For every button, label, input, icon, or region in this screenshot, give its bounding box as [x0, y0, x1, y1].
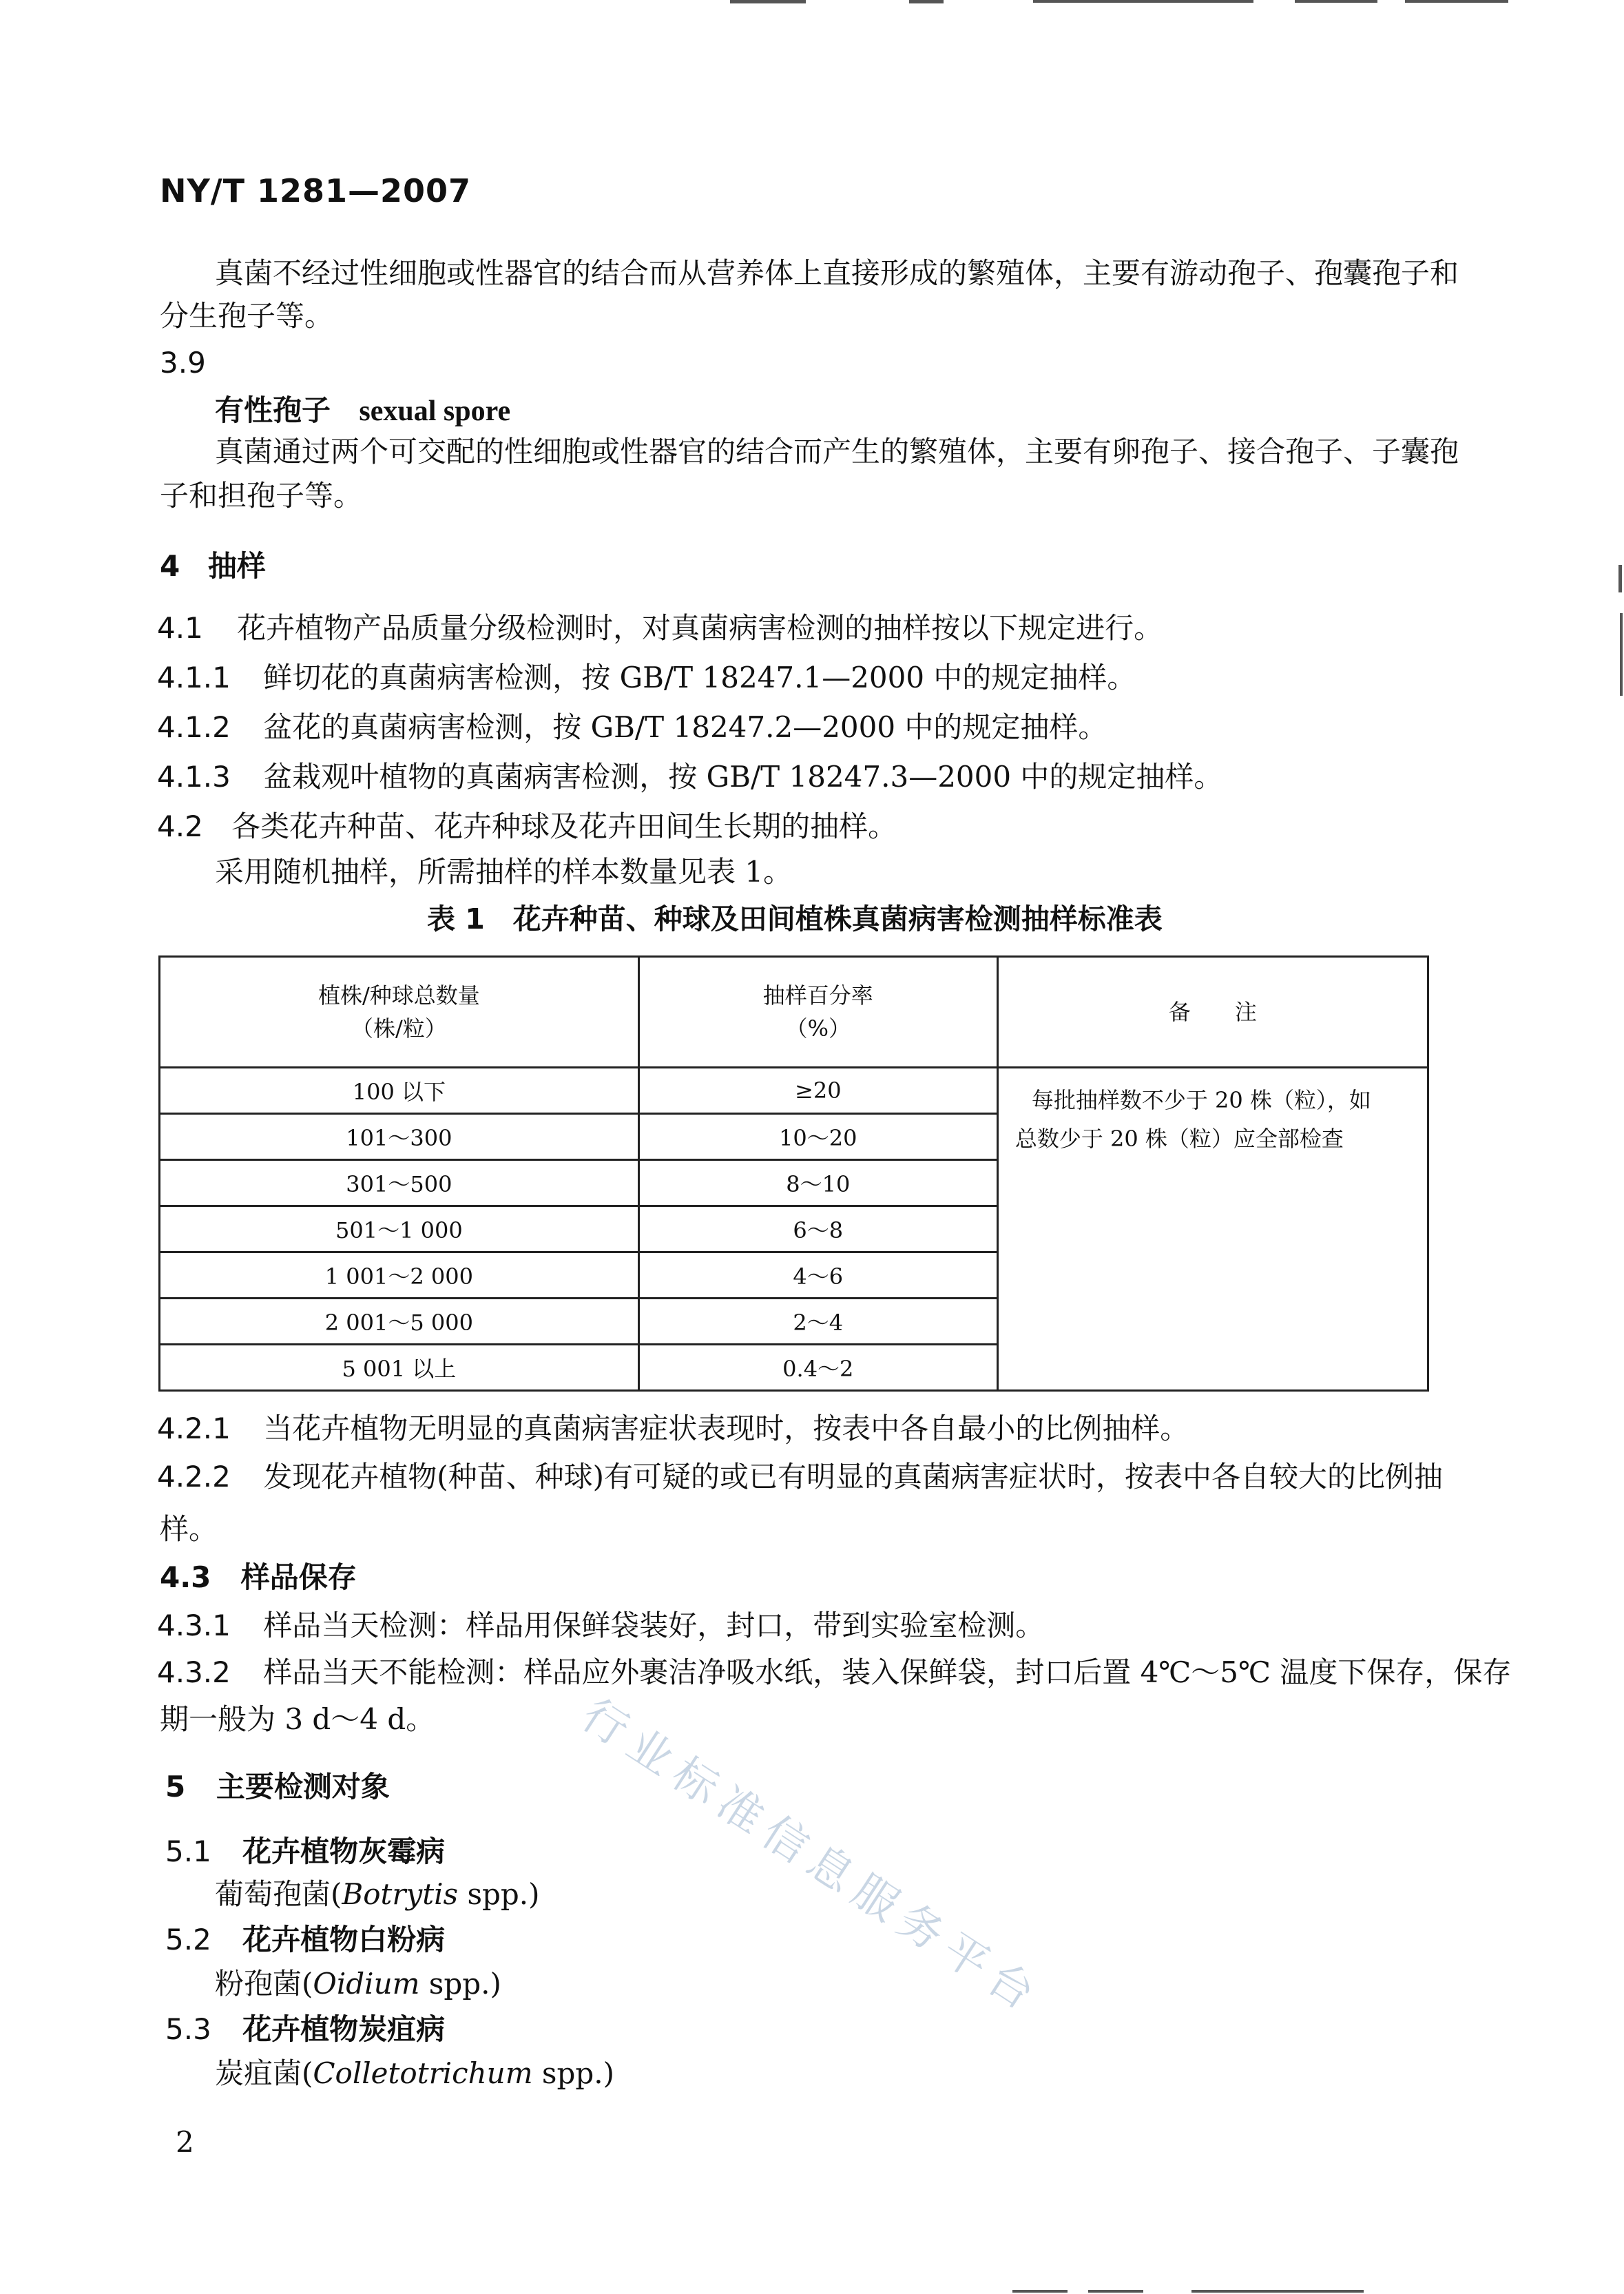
section-4-title: 抽样	[207, 549, 266, 583]
cell-count: 5 001 以上	[160, 1345, 639, 1391]
scan-mark	[1012, 2290, 1068, 2293]
clause-4-2-subtext: 采用随机抽样，所需抽样的样本数量见表 1。	[215, 855, 793, 889]
clause-number: 4.3	[160, 1560, 211, 1594]
clause-text: 样品当天不能检测：样品应外裹洁净吸水纸，装入保鲜袋，封口后置 4℃～5℃ 温度下保存，保存	[263, 1655, 1512, 1689]
header-total-quantity-line1: 植株/种球总数量	[317, 982, 480, 1009]
standard-code-header: NY/T 1281—2007	[160, 172, 472, 209]
header-remarks: 备 注	[997, 957, 1428, 1068]
scan-mark	[1618, 565, 1622, 592]
clause-4-3-2	[157, 1651, 1511, 1695]
term-cn: 有性孢子	[215, 393, 331, 427]
section-5-heading	[165, 1765, 390, 1809]
table-caption: 表 1 花卉种苗、种球及田间植株真菌病害检测抽样标准表	[427, 902, 1163, 936]
clause-number: 4.3.2	[157, 1655, 231, 1689]
header-sampling-rate	[638, 957, 997, 1068]
pathogen-cn: 炭疽菌(	[215, 2056, 313, 2090]
scan-mark	[1191, 2290, 1364, 2293]
cell-rate: 4～6	[638, 1252, 997, 1299]
clause-text: 样品当天检测：样品用保鲜袋装好，封口，带到实验室检测。	[263, 1609, 1045, 1642]
cell-rate: 8～10	[638, 1160, 997, 1206]
clause-text: 鲜切花的真菌病害检测，按 GB/T 18247.1—2000 中的规定抽样。	[263, 661, 1136, 694]
clause-text: 花卉植物产品质量分级检测时，对真菌病害检测的抽样按以下规定进行。	[237, 611, 1163, 645]
clause-4-3-2-continued: 期一般为 3 d～4 d。	[160, 1702, 435, 1736]
header-sampling-rate-line1: 抽样百分率	[762, 982, 873, 1009]
clause-5-3	[165, 2007, 445, 2052]
clause-number: 5.2	[165, 1923, 211, 1956]
pathogen-suffix: spp.)	[532, 2056, 614, 2090]
clause-number: 5.3	[165, 2012, 211, 2046]
cell-count: 101～300	[160, 1114, 639, 1160]
clause-title: 花卉植物炭疽病	[242, 2012, 446, 2046]
clause-text: 当花卉植物无明显的真菌病害症状表现时，按表中各自最小的比例抽样。	[263, 1412, 1189, 1445]
clause-4-3	[160, 1556, 357, 1600]
header-total-quantity-line2: （株/粒）	[351, 1015, 447, 1042]
scan-mark	[909, 0, 944, 3]
scan-mark	[730, 0, 806, 3]
scan-mark	[1295, 0, 1377, 3]
clause-title: 花卉植物白粉病	[242, 1923, 446, 1956]
clause-number: 4.1.3	[157, 760, 231, 794]
pathogen-suffix: spp.)	[419, 1967, 501, 2001]
pathogen-genus: Colletotrichum	[313, 2056, 533, 2090]
pathogen-botrytis	[215, 1872, 540, 1916]
cell-rate: 10～20	[638, 1114, 997, 1160]
clause-number: 4.1	[157, 611, 203, 645]
clause-number: 4.1.2	[157, 710, 231, 744]
clause-4-2	[157, 805, 897, 849]
cell-rate: 0.4～2	[638, 1345, 997, 1391]
scan-mark	[1088, 2290, 1143, 2293]
clause-4-2-2-continued: 样。	[160, 1512, 218, 1546]
clause-4-1-3	[157, 755, 1222, 799]
clause-5-1	[165, 1830, 445, 1874]
pathogen-cn: 粉孢菌(	[215, 1967, 313, 2001]
clause-text: 各类花卉种苗、花卉种球及花卉田间生长期的抽样。	[231, 809, 897, 843]
clause-4-2-2	[157, 1455, 1443, 1499]
header-total-quantity	[160, 957, 639, 1068]
clause-number: 5.1	[165, 1835, 211, 1868]
sampling-standard-table	[158, 955, 1429, 1392]
clause-text: 盆栽观叶植物的真菌病害检测，按 GB/T 18247.3—2000 中的规定抽样。	[263, 760, 1223, 794]
clause-4-1-1	[157, 656, 1136, 700]
paragraph-3-8-line1: 真菌不经过性细胞或性器官的结合而从营养体上直接形成的繁殖体，主要有游动孢子、孢囊孢子和	[215, 256, 1459, 290]
scan-mark	[1033, 0, 1253, 3]
clause-number: 4.1.1	[157, 661, 231, 694]
pathogen-genus: Botrytis	[342, 1877, 459, 1911]
paragraph-3-9-line1: 真菌通过两个可交配的性细胞或性器官的结合而产生的繁殖体，主要有卵孢子、接合孢子、子囊孢	[215, 435, 1459, 468]
term-en: sexual spore	[359, 395, 511, 427]
section-5-title: 主要检测对象	[216, 1770, 390, 1804]
clause-4-1-2	[157, 705, 1107, 750]
clause-5-2	[165, 1918, 445, 1962]
pathogen-colletotrichum	[215, 2052, 614, 2096]
section-4-heading	[160, 544, 266, 588]
clause-text: 盆花的真菌病害检测，按 GB/T 18247.2—2000 中的规定抽样。	[263, 710, 1107, 744]
clause-title: 花卉植物灰霉病	[242, 1835, 446, 1868]
cell-count: 100 以下	[160, 1068, 639, 1114]
cell-rate: 2～4	[638, 1299, 997, 1345]
page-number: 2	[176, 2125, 194, 2159]
watermark: 行业标准信息服务平台	[572, 1689, 1051, 2025]
scan-mark	[1620, 613, 1623, 696]
cell-rate: 6～8	[638, 1206, 997, 1252]
clause-number: 4.2	[157, 809, 203, 843]
clause-title: 样品保存	[240, 1560, 357, 1594]
section-3-9-term	[215, 389, 510, 433]
clause-number: 4.2.2	[157, 1460, 231, 1494]
clause-number: 4.2.1	[157, 1412, 231, 1445]
paragraph-3-9-line2: 子和担孢子等。	[160, 479, 363, 513]
table-row	[160, 1068, 1428, 1114]
pathogen-oidium	[215, 1962, 501, 2006]
cell-rate: ≥20	[638, 1068, 997, 1114]
cell-count: 2 001～5 000	[160, 1299, 639, 1345]
remarks-line1: 每批抽样数不少于 20 株（粒），如	[1031, 1087, 1371, 1113]
pathogen-cn: 葡萄孢菌(	[215, 1877, 342, 1911]
cell-remarks	[997, 1068, 1428, 1391]
remarks-line2: 总数少于 20 株（粒）应全部检查	[1014, 1126, 1344, 1152]
section-3-9-number: 3.9	[160, 346, 206, 380]
clause-number: 4.3.1	[157, 1609, 231, 1642]
clause-4-2-1	[157, 1407, 1189, 1451]
section-4-number: 4	[160, 549, 180, 583]
cell-count: 301～500	[160, 1160, 639, 1206]
header-sampling-rate-line2: （%）	[785, 1015, 851, 1042]
pathogen-genus: Oidium	[313, 1967, 420, 2001]
cell-count: 501～1 000	[160, 1206, 639, 1252]
clause-4-3-1	[157, 1604, 1044, 1648]
cell-count: 1 001～2 000	[160, 1252, 639, 1299]
section-5-number: 5	[165, 1770, 186, 1804]
paragraph-3-8-line2: 分生孢子等。	[160, 299, 334, 333]
scan-mark	[1405, 0, 1508, 3]
clause-text: 发现花卉植物(种苗、种球)有可疑的或已有明显的真菌病害症状时，按表中各自较大的比例抽	[263, 1460, 1444, 1494]
pathogen-suffix: spp.)	[458, 1877, 540, 1911]
clause-4-1	[157, 606, 1163, 650]
table-header-row	[160, 957, 1428, 1068]
